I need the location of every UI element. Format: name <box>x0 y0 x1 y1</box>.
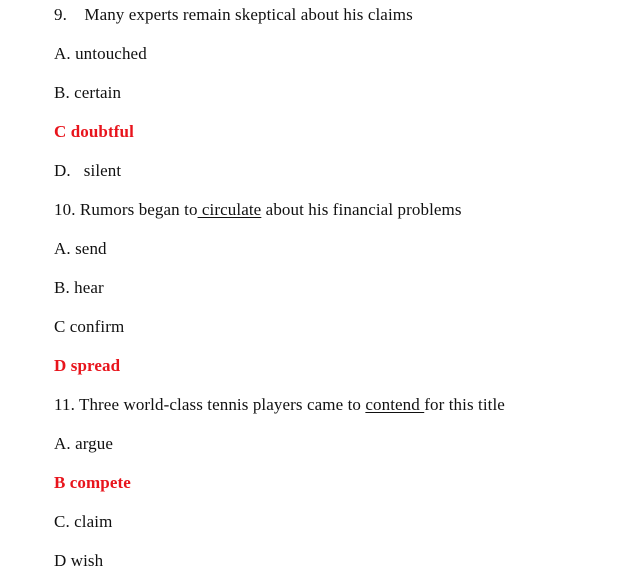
question-9-stem <box>54 5 413 25</box>
question-9-option-d: D. silent <box>54 161 122 180</box>
question-11-option-d: D wish <box>54 551 104 570</box>
question-stem-underlined-word: contend <box>365 395 425 414</box>
question-stem-text: 9. Many experts remain skeptical about his claims <box>54 5 413 24</box>
question-11-option-c: C. claim <box>54 512 113 531</box>
question-9-correct-option-c: C doubtful <box>54 122 134 141</box>
question-10-correct-option-d: D spread <box>54 356 121 375</box>
question-10-option-a: A. send <box>54 239 107 258</box>
question-9-option-b: B. certain <box>54 83 122 102</box>
question-11-correct-option-b: B compete <box>54 473 131 492</box>
question-stem-text-after: for this title <box>424 395 505 414</box>
question-11-option-a: A. argue <box>54 434 114 453</box>
question-11-stem <box>54 395 505 415</box>
question-10-option-b: B. hear <box>54 278 104 297</box>
question-stem-text: 11. Three world-class tennis players came to <box>54 395 366 414</box>
question-stem-text: 10. Rumors began to <box>54 200 198 219</box>
question-stem-text-after: about his financial problems <box>261 200 462 219</box>
question-10-stem <box>54 200 462 220</box>
question-stem-underlined-word: circulate <box>197 200 262 219</box>
question-10-option-c: C confirm <box>54 317 125 336</box>
question-9-option-a: A. untouched <box>54 44 147 63</box>
